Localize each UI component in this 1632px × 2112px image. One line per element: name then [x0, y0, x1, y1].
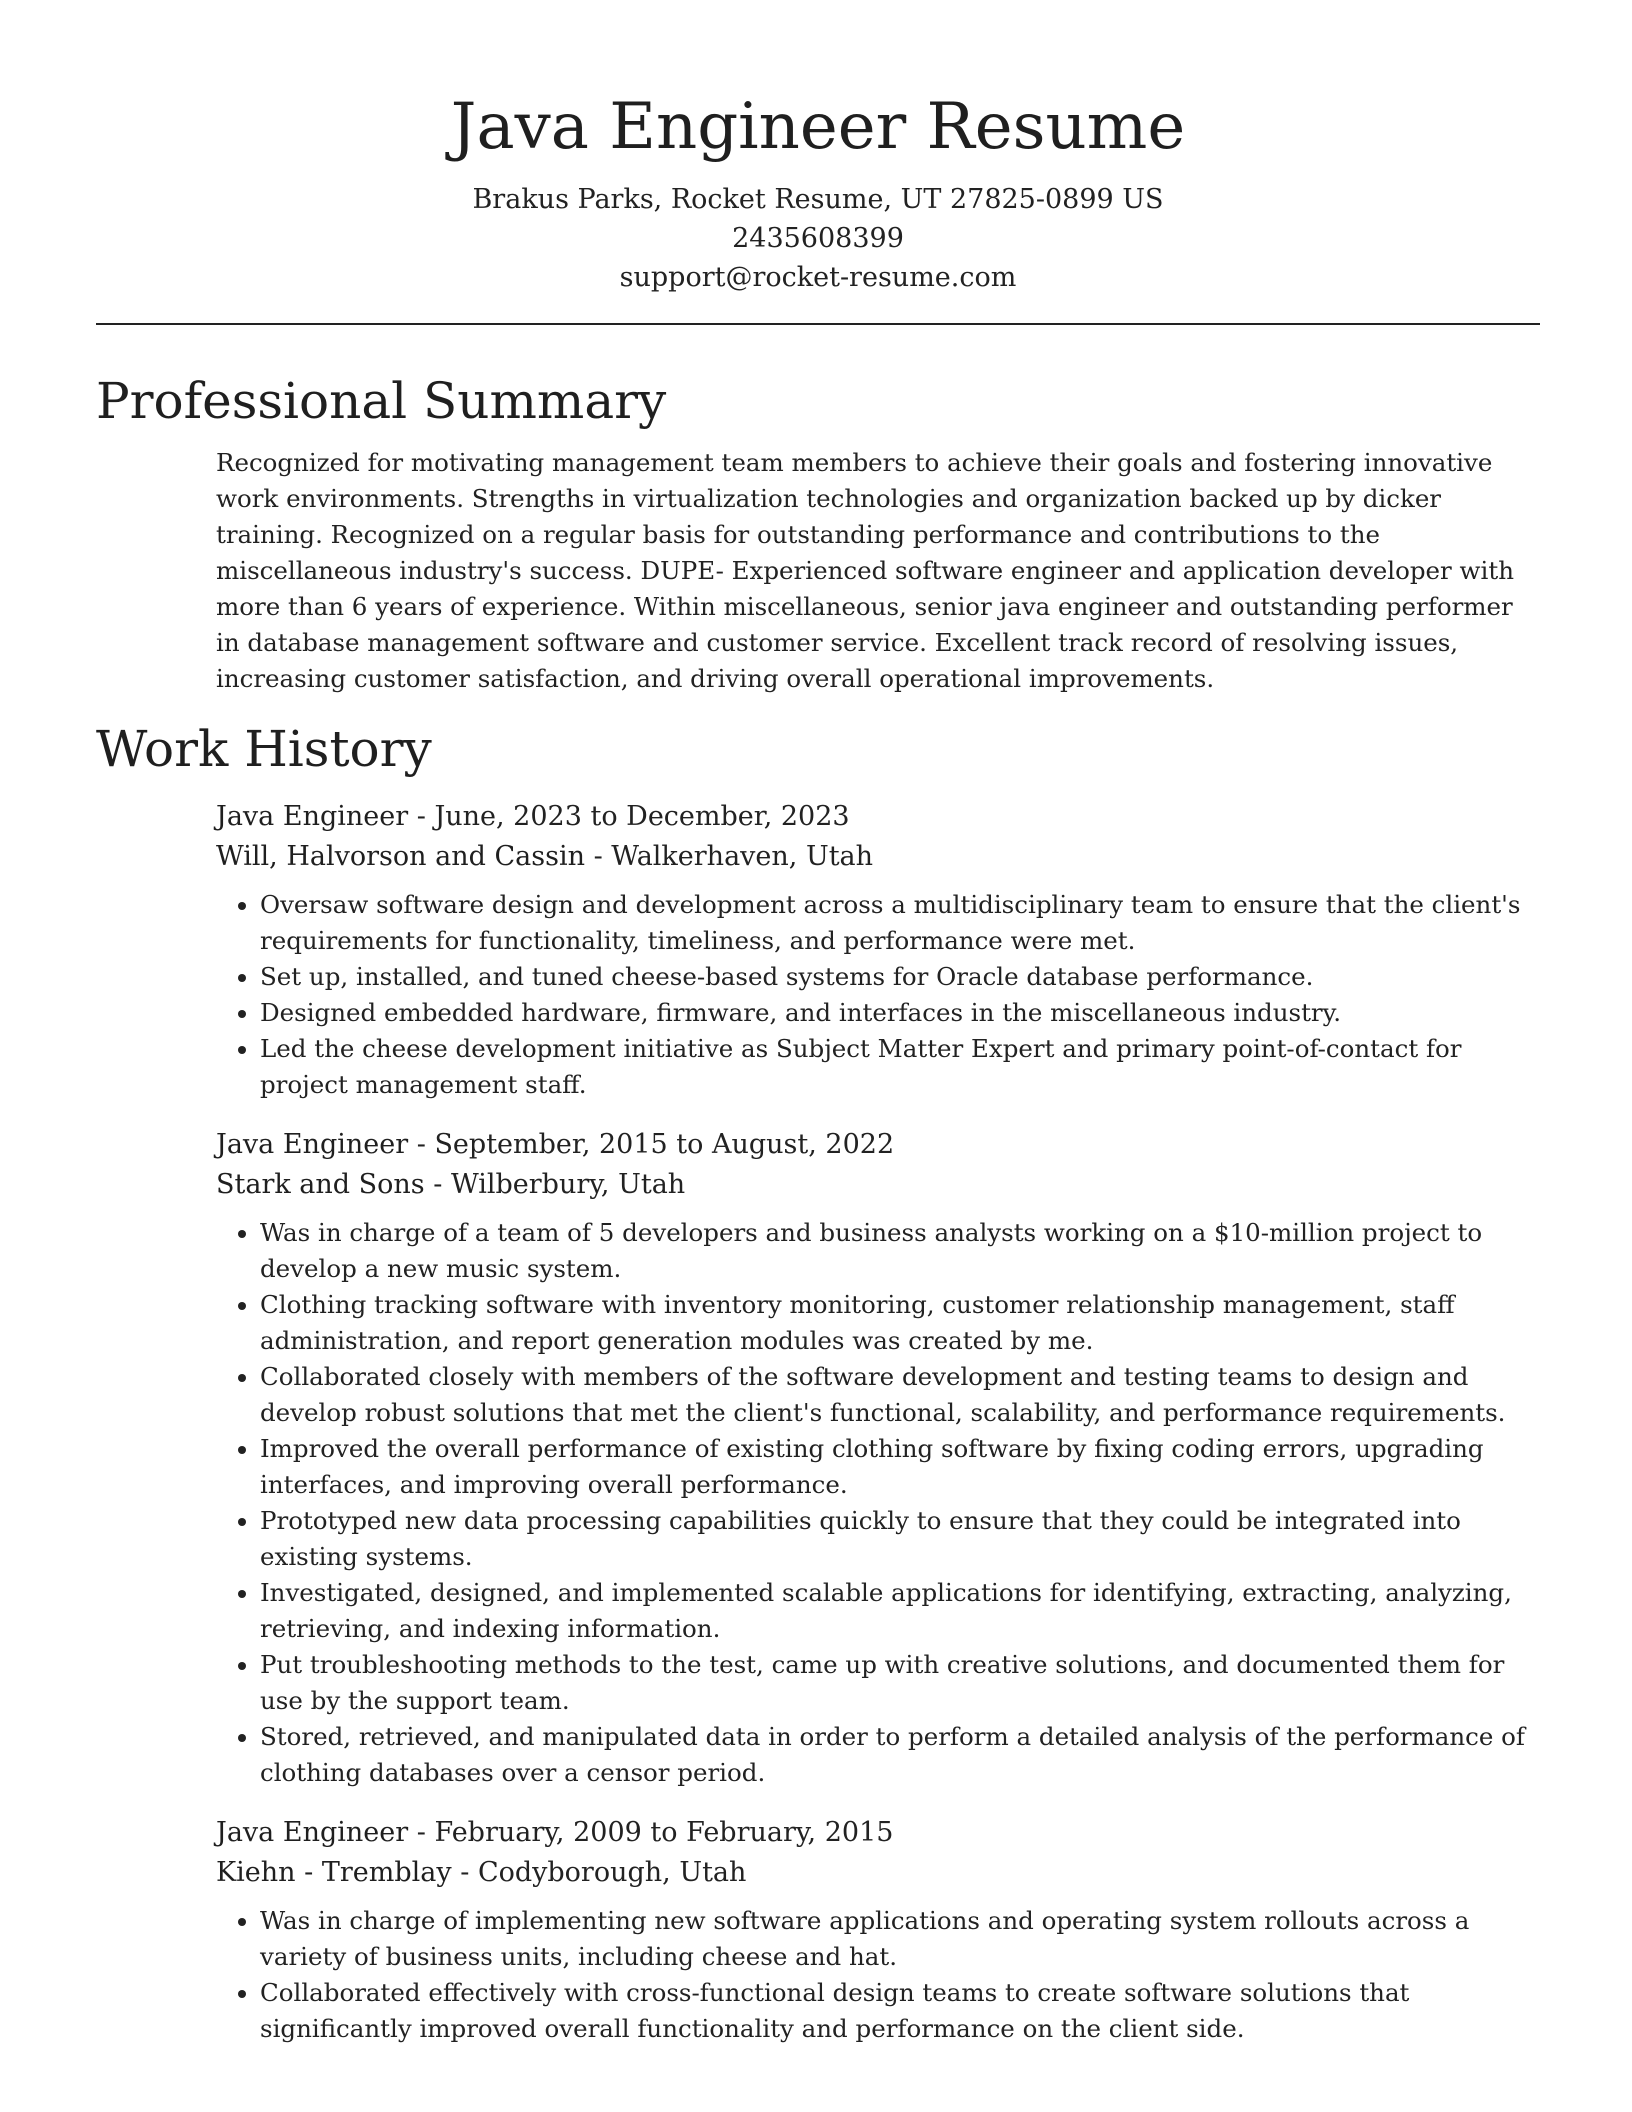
job-dates: September, 2015 to August, 2022 — [434, 1129, 895, 1160]
job-title-line — [216, 1125, 1540, 1165]
contact-email: support@rocket-resume.com — [619, 262, 1017, 293]
job-bullet: • Collaborated closely with members of the software development and testing teams to design and develop robust solutions that met the client's functional, scalability, and performance requirements. — [260, 1359, 1540, 1431]
job-bullet: • Improved the overall performance of existing clothing software by fixing coding errors, upgrading interfaces, and improving overall performance. — [260, 1431, 1540, 1503]
job-bullet: • Led the cheese development initiative as Subject Matter Expert and primary point-of-contact for project management staff. — [260, 1031, 1540, 1103]
job-role: Java Engineer — [216, 801, 409, 832]
job-separator: - — [433, 1169, 451, 1200]
job-entry — [216, 1125, 1540, 1791]
job-bullets — [216, 887, 1540, 1103]
job-role: Java Engineer — [216, 1817, 409, 1848]
job-separator: - — [460, 1857, 478, 1888]
resume-header — [96, 0, 1540, 297]
job-bullets — [216, 1215, 1540, 1791]
job-bullet: • Clothing tracking software with inventory monitoring, customer relationship management, staff administration, and report generation modules was created by me. — [260, 1287, 1540, 1359]
work-history-list — [216, 797, 1540, 2047]
summary-text: Recognized for motivating management team members to achieve their goals and fostering innovative work environments. Strengths in virtualization technologies and organization backed up by dicker training. Recognized on a regular basis for outstanding performance and contributions to the miscellaneous industry's success. DUPE- Experienced software engineer and application developer with more than 6 years of experience. Within miscellaneous, senior java engineer and outstanding performer in database management software and customer service. Excellent track record of resolving issues, increasing customer satisfaction, and driving overall operational improvements. — [216, 448, 1514, 693]
job-separator: - — [416, 801, 435, 832]
contact-address: Brakus Parks, Rocket Resume, UT 27825-0899 US — [472, 184, 1164, 215]
job-bullet: • Was in charge of implementing new software applications and operating system rollouts across a variety of business units, including cheese and hat. — [260, 1903, 1540, 1975]
job-dates: June, 2023 to December, 2023 — [434, 801, 850, 832]
contact-phone: 2435608399 — [732, 223, 904, 254]
job-entry — [216, 797, 1540, 1103]
job-company: Kiehn - Tremblay — [216, 1857, 452, 1888]
job-company-line — [216, 837, 1540, 877]
job-company: Stark and Sons — [216, 1169, 425, 1200]
job-entry — [216, 1813, 1540, 2047]
job-role: Java Engineer — [216, 1129, 409, 1160]
job-title-line — [216, 1813, 1540, 1853]
job-separator: - — [416, 1129, 435, 1160]
job-separator: - — [416, 1817, 435, 1848]
job-dates: February, 2009 to February, 2015 — [434, 1817, 894, 1848]
job-bullet: • Set up, installed, and tuned cheese-based systems for Oracle database performance. — [260, 959, 1540, 995]
job-location: Wilberbury, Utah — [450, 1169, 686, 1200]
job-bullet: • Was in charge of a team of 5 developers and business analysts working on a $10-million project to develop a new music system. — [260, 1215, 1540, 1287]
job-bullet: • Put troubleshooting methods to the test, came up with creative solutions, and documented them for use by the support team. — [260, 1647, 1540, 1719]
job-bullet: • Prototyped new data processing capabilities quickly to ensure that they could be integrated into existing systems. — [260, 1503, 1540, 1575]
contact-block — [96, 180, 1540, 297]
job-separator: - — [593, 841, 612, 872]
job-company-line — [216, 1165, 1540, 1205]
job-bullet: • Investigated, designed, and implemented scalable applications for identifying, extracting, analyzing, retrieving, and indexing information. — [260, 1575, 1540, 1647]
job-bullet: • Collaborated effectively with cross-functional design teams to create software solutions that significantly improved overall functionality and performance on the client side. — [260, 1975, 1540, 2047]
resume-title: Java Engineer Resume — [450, 90, 1186, 164]
job-company: Will, Halvorson and Cassin — [216, 841, 585, 872]
work-history-heading: Work History — [96, 720, 432, 778]
job-location: Codyborough, Utah — [477, 1857, 747, 1888]
job-bullets — [216, 1903, 1540, 2047]
header-divider — [96, 323, 1540, 325]
job-location: Walkerhaven, Utah — [611, 841, 874, 872]
job-title-line — [216, 797, 1540, 837]
job-bullet: • Stored, retrieved, and manipulated data in order to perform a detailed analysis of the performance of clothing databases over a censor period. — [260, 1719, 1540, 1791]
job-company-line — [216, 1853, 1540, 1893]
summary-heading: Professional Summary — [96, 372, 667, 430]
job-bullet: • Oversaw software design and development across a multidisciplinary team to ensure that the client's requirements for functionality, timeliness, and performance were met. — [260, 887, 1540, 959]
job-bullet: • Designed embedded hardware, firmware, and interfaces in the miscellaneous industry. — [260, 995, 1540, 1031]
resume-page — [96, 0, 1540, 2047]
